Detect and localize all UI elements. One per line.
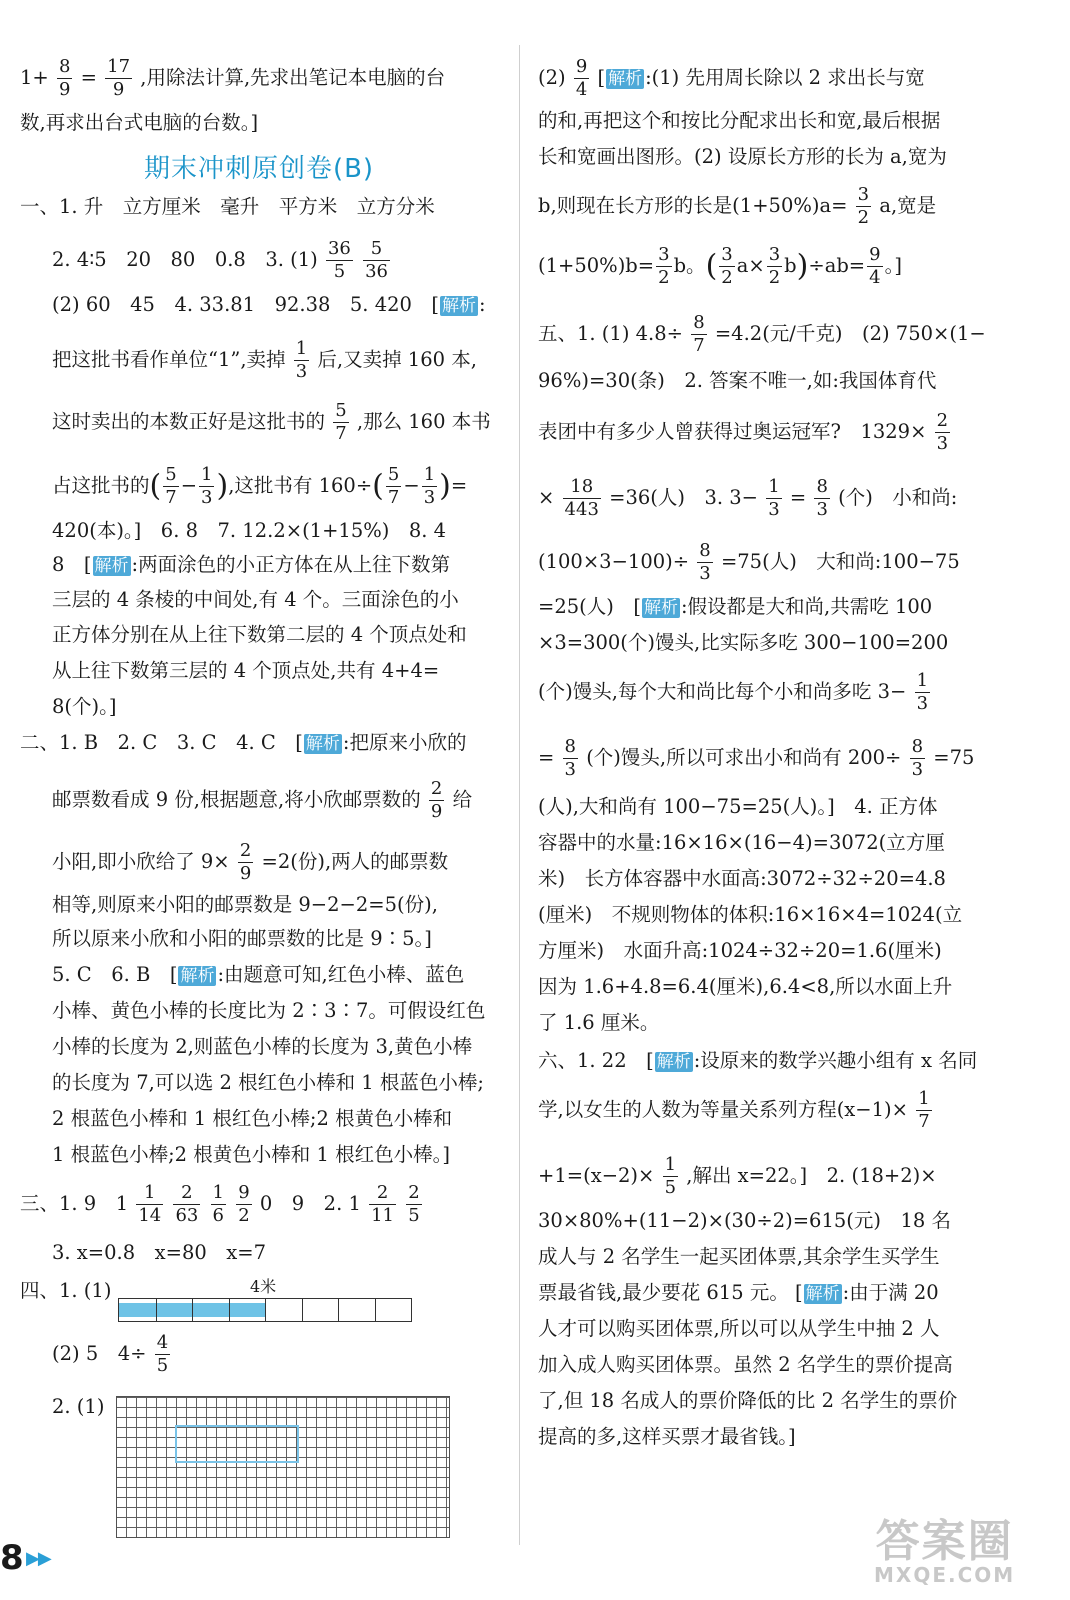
text-line: b,则现在长方形的长是(1+50%)a= $\frac{3}{2}$ a,宽是 bbox=[538, 184, 937, 228]
section-4-line: 四、1. (1) bbox=[20, 1279, 112, 1302]
fraction: $\frac{18}{443}$ bbox=[564, 476, 599, 520]
text-line: 相等,则原来小阳的邮票数是 9−2−2=5(份), bbox=[52, 893, 438, 916]
column-divider bbox=[519, 45, 520, 1545]
fraction: $\frac{9}{4}$ bbox=[869, 244, 881, 288]
fraction: $\frac{2}{9}$ bbox=[239, 840, 252, 884]
text-line: 人才可以购买团体票,所以可以从学生中抽 2 人 bbox=[538, 1317, 940, 1340]
analysis-tag: 解析 bbox=[442, 296, 477, 316]
fraction: $\frac{8}{3}$ bbox=[699, 540, 711, 584]
tape-segment-divider bbox=[338, 1299, 339, 1321]
text-line: 420(本)。] 6. 8 7. 12.2×(1+15%) 8. 4 bbox=[52, 519, 447, 542]
text-line: +1=(x−2)× $\frac{1}{5}$ ,解出 x=22。] 2. (18+2)× bbox=[538, 1154, 937, 1198]
text-line: =25(人) [ 解析 :假设都是大和尚,共需吃 100 bbox=[538, 595, 933, 618]
fraction: $\frac{8}{3}$ bbox=[911, 736, 924, 780]
watermark-url: MXQE.COM bbox=[874, 1563, 1016, 1587]
text-line: (1+50%)b= $\frac{3}{2}$ b。( $\frac{3}{2}$ a× $\frac{3}{2}$ b)÷ab= $\frac{9}{4}$ 。] bbox=[538, 244, 902, 288]
tape-segment-divider bbox=[192, 1299, 193, 1321]
text-line: (2) $\frac{9}{4}$ [ 解析 :(1) 先用周长除以 2 求出长与宽 bbox=[538, 56, 925, 100]
text-line: 米) 长方体容器中水面高:3072÷32÷20=4.8 bbox=[538, 867, 946, 890]
text-line: 容器中的水量:16×16×(16−4)=3072(立方厘 bbox=[538, 831, 945, 854]
text-line: 小阳,即小欣给了 9× $\frac{2}{9}$ =2(份),两人的邮票数 bbox=[52, 840, 449, 884]
text-line: 了,但 18 名成人的票价降低的比 2 名学生的票价 bbox=[538, 1389, 958, 1412]
fraction: $\frac{1}{7}$ bbox=[918, 1088, 930, 1132]
tape-label: 4米 bbox=[250, 1277, 277, 1296]
fraction: $\frac{8}{3}$ bbox=[816, 476, 828, 520]
fraction: $\frac{2}{3}$ bbox=[936, 410, 949, 454]
text-line: 占这批书的( $\frac{5}{7}$ − $\frac{1}{3}$ ),这批书有 160÷( $\frac{5}{7}$ − $\frac{1}{3}$ )= bbox=[52, 464, 468, 508]
text-line: 成人与 2 名学生一起买团体票,其余学生买学生 bbox=[538, 1245, 940, 1268]
text-line: 2. (1) bbox=[52, 1395, 105, 1418]
tape-segment-divider bbox=[229, 1299, 230, 1321]
text-line: 因为 1.6+4.8=6.4(厘米),6.4<8,所以水面上升 bbox=[538, 975, 953, 998]
text-line: 把这批书看作单位“1”,卖掉 $\frac{1}{3}$ 后,又卖掉 160 本, bbox=[52, 338, 477, 382]
fraction: $\frac{3}{2}$ bbox=[768, 244, 781, 288]
analysis-tag: 解析 bbox=[94, 556, 129, 576]
text-line: 3. x=0.8 x=80 x=7 bbox=[52, 1241, 267, 1264]
tape-segment-divider bbox=[302, 1299, 303, 1321]
text-line: 的长度为 7,可以选 2 根红色小棒和 1 根蓝色小棒; bbox=[52, 1071, 484, 1094]
fraction: $\frac{2}{5}$ bbox=[408, 1182, 420, 1226]
text-line: 小棒、黄色小棒的长度比为 2∶3∶7。可假设红色 bbox=[52, 999, 486, 1022]
text-line: (个)馒头,每个大和尚比每个小和尚多吃 3− $\frac{1}{3}$ bbox=[538, 670, 929, 714]
text-line: 所以原来小欣和小阳的邮票数的比是 9∶5。] bbox=[52, 927, 432, 950]
text-line: 表团中有多少人曾获得过奥运冠军? 1329× $\frac{2}{3}$ bbox=[538, 410, 949, 454]
fraction: $\frac{1}{5}$ bbox=[664, 1154, 677, 1198]
fraction: $\frac{3}{2}$ bbox=[857, 184, 870, 228]
grid-rectangle bbox=[175, 1425, 299, 1463]
text-line: 的和,再把这个和按比分配求出长和宽,最后根据 bbox=[538, 109, 941, 132]
text-line: 从上往下数第三层的 4 个顶点处,共有 4+4= bbox=[52, 659, 440, 682]
fraction: $\frac{1}{3}$ bbox=[916, 670, 929, 714]
text-line: 正方体分别在从上往下数第二层的 4 个顶点处和 bbox=[52, 623, 467, 646]
text-line: 学,以女生的人数为等量关系列方程(x−1)× $\frac{1}{7}$ bbox=[538, 1088, 930, 1132]
text-line: 提高的多,这样买票才最省钱。] bbox=[538, 1425, 796, 1448]
text-line: 1 根蓝色小棒;2 根黄色小棒和 1 根红色小棒。] bbox=[52, 1143, 450, 1166]
text-line: (厘米) 不规则物体的体积:16×16×4=1024(立 bbox=[538, 903, 963, 926]
page-title: 期末冲刺原创卷(B) bbox=[143, 154, 375, 184]
text-line: 96%)=30(条) 2. 答案不唯一,如:我国体育代 bbox=[538, 369, 937, 392]
fraction: $\frac{5}{7}$ bbox=[335, 400, 347, 444]
fraction: $\frac{1}{3}$ bbox=[295, 338, 308, 382]
analysis-tag: 解析 bbox=[608, 69, 643, 89]
next-arrows-icon: ▶▶ bbox=[26, 1548, 50, 1569]
fraction: $\frac{1}{14}$ bbox=[138, 1182, 162, 1226]
analysis-tag: 解析 bbox=[305, 734, 340, 754]
text-line: (2) 5 4÷ $\frac{4}{5}$ bbox=[52, 1332, 169, 1376]
analysis-tag: 解析 bbox=[805, 1284, 840, 1304]
tape-segment-divider bbox=[156, 1299, 157, 1321]
fraction: $\frac{17}{9}$ bbox=[107, 56, 131, 100]
text-line: ×3=300(个)馒头,比实际多吃 300−100=200 bbox=[538, 631, 949, 654]
text: 1+ bbox=[20, 66, 49, 89]
text-line: 这时卖出的本数正好是这批书的 $\frac{5}{7}$ ,那么 160 本书 bbox=[52, 400, 491, 444]
fraction: $\frac{5}{7}$ bbox=[387, 464, 400, 508]
fraction: $\frac{1}{6}$ bbox=[212, 1182, 224, 1226]
text: ,用除法计算,先求出笔记本电脑的台 bbox=[140, 66, 446, 89]
text-line: 加入成人购买团体票。虽然 2 名学生的票价提高 bbox=[538, 1353, 953, 1376]
text: = bbox=[80, 66, 97, 89]
fraction: $\frac{5}{7}$ bbox=[165, 464, 177, 508]
analysis-tag: 解析 bbox=[643, 598, 678, 618]
text-line: 邮票数看成 9 份,根据题意,将小欣邮票数的 $\frac{2}{9}$ 给 bbox=[52, 778, 473, 822]
section-3-line: 三、1. 9 1 $\frac{1}{14}$ $\frac{2}{63}$ $\frac{1}{6}$ $\frac{9}{2}$ 0 9 2. 1 $\frac{2}{11}$ $\frac{2}{5}$ bbox=[20, 1182, 420, 1226]
fraction: $\frac{2}{63}$ bbox=[175, 1182, 199, 1226]
fraction: $\frac{1}{3}$ bbox=[768, 476, 780, 520]
fraction: $\frac{1}{3}$ bbox=[201, 464, 213, 508]
text-line: 2 根蓝色小棒和 1 根红色小棒;2 根黄色小棒和 bbox=[52, 1107, 453, 1130]
text-line: (2) 60 45 4. 33.81 92.38 5. 420 [ 解析 : bbox=[52, 293, 486, 316]
text-line: 30×80%+(11−2)×(30÷2)=615(元) 18 名 bbox=[538, 1209, 952, 1232]
section-6-line: 六、1. 22 [ 解析 :设原来的数学兴趣小组有 x 名同 bbox=[538, 1049, 978, 1072]
grid-figure bbox=[116, 1396, 450, 1538]
text-line: = $\frac{8}{3}$ (个)馒头,所以可求出小和尚有 200÷ $\frac{8}{3}$ =75 bbox=[538, 736, 975, 780]
text-line: 长和宽画出图形。(2) 设原长方形的长为 a,宽为 bbox=[538, 145, 947, 168]
page-number: 8 bbox=[0, 1538, 24, 1578]
fraction: $\frac{36}{5}$ bbox=[327, 238, 351, 282]
analysis-tag: 解析 bbox=[180, 966, 215, 986]
text-line bbox=[20, 58, 445, 99]
text-line: 2. 4∶5 20 80 0.8 3. (1) $\frac{36}{5}$ $\frac{5}{36}$ bbox=[52, 238, 388, 282]
tape-segment-divider bbox=[375, 1299, 376, 1321]
text-line: × $\frac{18}{443}$ =36(人) 3. 3− $\frac{1}{3}$ = $\frac{8}{3}$ (个) 小和尚: bbox=[538, 476, 958, 520]
text-line: (100×3−100)÷ $\frac{8}{3}$ =75(人) 大和尚:100−75 bbox=[538, 540, 960, 584]
tape-segment-divider bbox=[265, 1299, 266, 1321]
text-line: 票最省钱,最少要花 615 元。 [ 解析 :由于满 20 bbox=[538, 1281, 939, 1304]
section-2-line: 二、1. B 2. C 3. C 4. C [ 解析 :把原来小欣的 bbox=[20, 731, 467, 754]
text-line: 8(个)。] bbox=[52, 695, 117, 718]
fraction: $\frac{2}{9}$ bbox=[430, 778, 443, 822]
fraction: $\frac{3}{2}$ bbox=[721, 244, 733, 288]
section-5-line: 五、1. (1) 4.8÷ $\frac{8}{7}$ =4.2(元/千克) (2) 750×(1− bbox=[538, 312, 986, 356]
tape-diagram bbox=[118, 1298, 412, 1322]
watermark-logo bbox=[874, 1505, 1015, 1587]
fraction: $\frac{9}{4}$ bbox=[575, 56, 588, 100]
fraction: $\frac{1}{3}$ bbox=[423, 464, 436, 508]
fraction: $\frac{5}{36}$ bbox=[365, 238, 388, 282]
text-line: 数,再求出台式电脑的台数。] bbox=[20, 111, 259, 134]
text-line: 5. C 6. B [ 解析 :由题意可知,红色小棒、蓝色 bbox=[52, 963, 465, 986]
text-line: 方厘米) 水面升高:1024÷32÷20=1.6(厘米) bbox=[538, 939, 942, 962]
analysis-tag: 解析 bbox=[656, 1052, 691, 1072]
fraction: $\frac{2}{11}$ bbox=[371, 1182, 394, 1226]
fraction: $\frac{9}{2}$ bbox=[238, 1182, 250, 1226]
fraction: $\frac{8}{9}$ bbox=[58, 56, 71, 100]
text-line: 8 [ 解析 :两面涂色的小正方体在从上往下数第 bbox=[52, 553, 451, 576]
fraction: $\frac{8}{3}$ bbox=[564, 736, 576, 780]
fraction: $\frac{4}{5}$ bbox=[156, 1332, 169, 1376]
section-1-line: 一、1. 升 立方厘米 毫升 平方米 立方分米 bbox=[20, 195, 435, 218]
text-line: 了 1.6 厘米。 bbox=[538, 1011, 660, 1034]
fraction: $\frac{8}{7}$ bbox=[693, 312, 705, 356]
watermark-text: 答案圈 bbox=[875, 1516, 1014, 1567]
text-line: 小棒的长度为 2,则蓝色小棒的长度为 3,黄色小棒 bbox=[52, 1035, 473, 1058]
fraction: $\frac{3}{2}$ bbox=[658, 244, 670, 288]
text-line: (人),大和尚有 100−75=25(人)。] 4. 正方体 bbox=[538, 795, 938, 818]
text-line: 三层的 4 条棱的中间处,有 4 个。三面涂色的小 bbox=[52, 588, 459, 611]
